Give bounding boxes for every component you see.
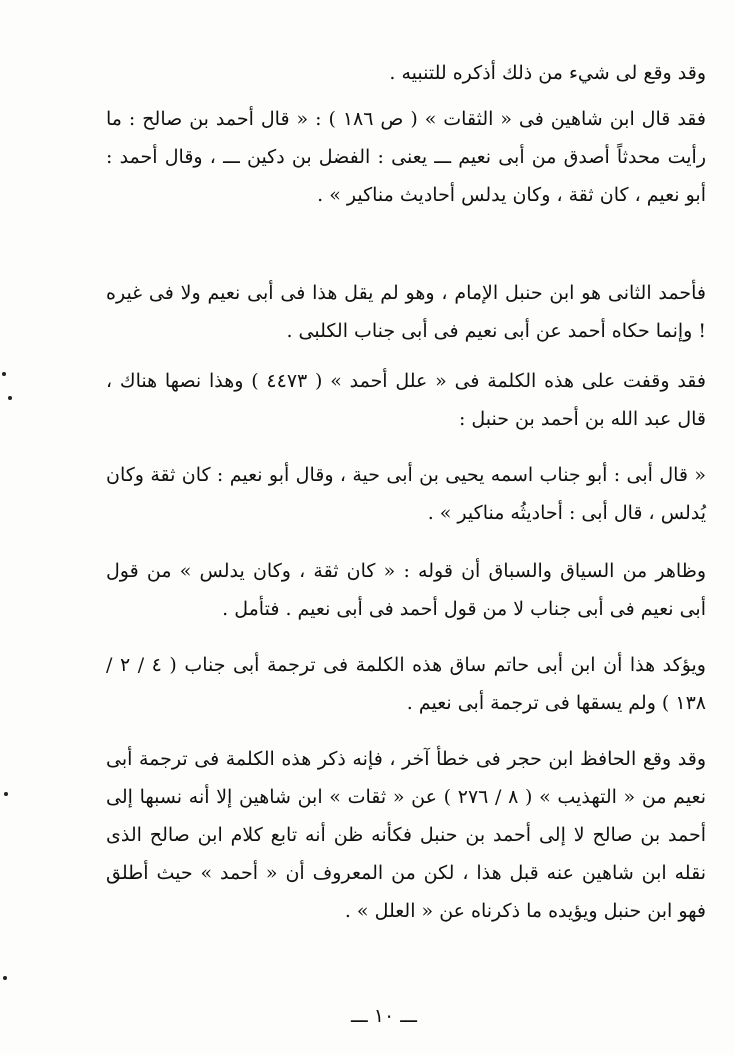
page-number: ـــ ١٠ ـــ bbox=[351, 1005, 417, 1027]
scan-speck bbox=[3, 976, 7, 980]
scan-speck bbox=[2, 372, 6, 376]
scan-speck bbox=[8, 396, 12, 400]
paragraph-6: وظاهر من السياق والسباق أن قوله : « كان ثقة ، وكان يدلس » من قول أبى نعيم فى أبى جناب لا من قول أحمد فى أبى نعيم . فتأمل . bbox=[106, 560, 706, 620]
paragraph-5: « قال أبى : أبو جناب اسمه يحيى بن أبى حية ، وقال أبو نعيم : كان ثقة وكان يُدلس ، قال أبى : أحاديثُه مناكير » . bbox=[106, 464, 706, 524]
paragraph-7: ويؤكد هذا أن ابن أبى حاتم ساق هذه الكلمة فى ترجمة أبى جناب ( ٤ / ٢ / ١٣٨ ) ولم يسقها فى ترجمة أبى نعيم . bbox=[106, 654, 706, 714]
paragraph-4: فقد وقفت على هذه الكلمة فى « علل أحمد » ( ٤٤٧٣ ) وهذا نصها هناك ، قال عبد الله بن أحمد بن حنبل : bbox=[106, 370, 707, 430]
scan-speck bbox=[4, 792, 8, 796]
paragraph-2: فقد قال ابن شاهين فى « الثقات » ( ص ١٨٦ ) : « قال أحمد بن صالح : ما رأيت محدثاً أصدق من أبى نعيم ـــ يعنى : الفضل بن دكين ـــ ، وقال أحمد : أبو نعيم ، كان ثقة ، وكان يدلس أحاديث مناكير » . bbox=[106, 108, 706, 206]
paragraph-3: فأحمد الثانى هو ابن حنبل الإمام ، وهو لم يقل هذا فى أبى نعيم ولا فى غيره ! وإنما حكاه أحمد عن أبى نعيم فى أبى جناب الكلبى . bbox=[106, 282, 706, 342]
paragraph-8: وقد وقع الحافظ ابن حجر فى خطأ آخر ، فإنه ذكر هذه الكلمة فى ترجمة أبى نعيم من « التهذيب » ( ٨ / ٢٧٦ ) عن « ثقات » ابن شاهين إلا أنه نسبها إلى أحمد بن صالح لا إلى أحمد بن حنبل فكأنه ظن أنه تابع كلام ابن صالح الذى نقله ابن شاهين عنه قبل هذا ، لكن من المعروف أن « أحمد » حيث أطلق فهو ابن حنبل ويؤيده ما ذكرناه عن « العلل » . bbox=[106, 748, 707, 922]
paragraph-1: وقد وقع لى شيء من ذلك أذكره للتنبيه . bbox=[389, 62, 706, 84]
